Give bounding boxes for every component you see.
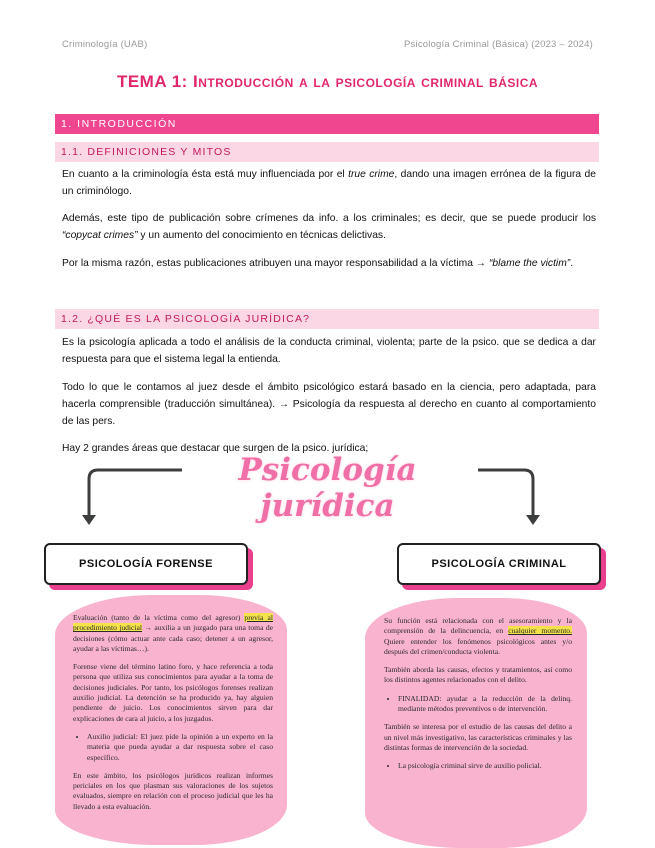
forense-evaluacion: Evaluación (tanto de la víctima como del agresor) previa al procedimiento judicial → auxilia a un juzgado para una toma de decisiones (cómo actuar ante cada caso; detener a un agresor, ayudar a las víctimas…). — [73, 613, 273, 653]
forense-auxilio-judicial: • Auxilio judicial: El juez pide la opinión a un experto en la materia que pueda ayudar a dar respuesta sobre el caso específico. — [87, 732, 273, 763]
criminal-text — [384, 616, 572, 780]
criminal-estudio: También se interesa por el estudio de las causas del delito a un nivel más investigativo, las características criminales y las distintas formas de intervención de la sociedad. — [384, 722, 572, 752]
criminal-funcion: Su función está relacionada con el asesoramiento y la comprensión de la delincuencia, en cualquier momento. Quiere entender los fenómenos psicológicos antes y/o después del crimen/conducta violenta. — [384, 616, 572, 656]
forense-informes: En este ámbito, los psicólogos jurídicos realizan informes periciales en los que plasman sus valoraciones de los sujetos evaluados, siempre en relación con el proceso judicial que les ha llevado a esta evaluación. — [73, 770, 273, 811]
paragraph-definicion-juridica: Es la psicología aplicada a todo el análisis de la conducta criminal, violenta; parte de la psico. que se dedica a dar respuesta para que el sistema legal la entienda. — [62, 337, 596, 365]
subsection-heading-definiciones: 1.1. DEFINICIONES Y MITOS — [55, 142, 599, 162]
header-subject: Psicología Criminal (Básica) (2023 – 2024) — [404, 39, 593, 50]
criminal-auxilio-policial: • La psicología criminal sirve de auxilio policial. — [398, 761, 572, 771]
criminal-finalidad: • FINALIDAD: ayudar a la reducción de la delinq. mediante métodos preventivos o de intervención. — [398, 694, 572, 715]
diagram-heading: Psicología jurídica — [238, 452, 417, 524]
page-title: TEMA 1: Introducción a la psicología criminal básica — [116, 72, 539, 91]
box-psicologia-criminal: PSICOLOGÍA CRIMINAL — [397, 543, 601, 585]
paragraph-juez: Todo lo que le contamos al juez desde el ámbito psicológico estará basado en la ciencia, pero adaptada, para hacerla comprensible (traducción simultánea). → Psicología da respuesta al derecho en cuanto al comportamiento de las pers. — [62, 382, 596, 427]
right-arrow-line — [478, 470, 533, 517]
left-arrow-line — [89, 470, 182, 517]
box-psicologia-forense: PSICOLOGÍA FORENSE — [44, 543, 248, 585]
paragraph-areas: Hay 2 grandes áreas que destacar que surgen de la psico. jurídica; — [62, 443, 369, 454]
right-arrow-head — [526, 515, 540, 525]
paragraph-true-crime: En cuanto a la criminología ésta está muy influenciada por el true crime, dando una imagen errónea de la figura de un criminólogo. — [62, 169, 596, 197]
paragraph-blame-victim: Por la misma razón, estas publicaciones atribuyen una mayor responsabilidad a la víctima → “blame the victim”. — [62, 258, 574, 269]
forense-definicion: Forense viene del término latino foro, y hace referencia a toda persona que utiliza sus conocimientos para ayudar a la toma de decisiones judiciales. Por tanto, los psicólogos forenses realizan auxilio judicial. La detención se ha producido ya, hay alguien pendiente de juicio. Los conocimientos sirven para dar explicaciones de cara al juicio, a los juzgados. — [73, 662, 273, 723]
forense-text — [73, 613, 273, 820]
subsection-heading-psicologia-juridica: 1.2. ¿QUÉ ES LA PSICOLOGÍA JURÍDICA? — [55, 309, 599, 329]
section-heading-introduccion: 1. INTRODUCCIÓN — [55, 114, 599, 134]
paragraph-copycat: Además, este tipo de publicación sobre crímenes da info. a los criminales; es decir, que se puede producir los “copycat crimes” y un aumento del conocimiento en técnicas delictivas. — [62, 213, 596, 241]
left-arrow-head — [82, 515, 96, 525]
header-course: Criminología (UAB) — [62, 39, 148, 50]
criminal-causas: También aborda las causas, efectos y tratamientos, así como los distintos agentes relacionados con el delito. — [384, 665, 572, 685]
